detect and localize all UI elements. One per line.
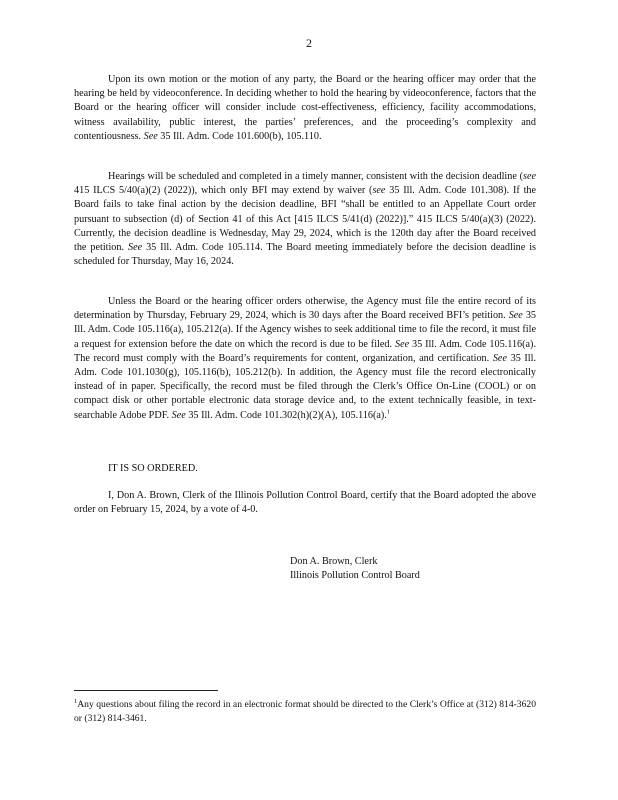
paragraph-text: Unless the Board or the hearing officer orders otherwise, the Agency must file the entire record of its determination by Thursday, February 29, 2024, which is 30 days after the Board received BFI’s petition. [74,296,536,322]
paragraph-text: 35 Ill. Adm. Code 101.308). If the Board fails to take final action by the decision deadline, BFI “shall be entitled to an Appellate Court order pursuant to subsection (d) of Section 41 of this Act [415 ILCS 5/41(d) (2022)].” 415 ILCS 5/40(a)(3) (2022). Currently, the decision deadline is Wednesday, May 29, 2024, which is the 120th day after the Board received the petition. [74,185,537,254]
see-signal: See [171,409,186,421]
paragraph-text: 35 Ill. Adm. Code 105.116(a), 105.212(a). If the Agency wishes to seek additional time to file the record, it must file a request for extension before the date on which the record is due to be filed. [74,310,537,350]
paragraph-text: 35 Ill. Adm. Code 105.116(a). The record must comply with the Board’s requirements for content, organization, and certification. [74,338,536,364]
page-number: 2 [306,36,312,50]
paragraph-hearing-schedule [74,170,536,269]
see-signal: see [372,185,386,197]
footnote-marker: 1 [74,697,78,705]
paragraph-text: 35 Ill. Adm. Code 101.302(h)(2)(A), 105.116(a). [188,409,387,421]
footnote [74,698,536,725]
see-signal: see [522,171,536,182]
citation: 35 Ill. Adm. Code 101.600(b), 105.110. [160,130,322,142]
see-signal: See [394,338,410,350]
paragraph-text: 35 Ill. Adm. Code 105.114. The Board meeting immediately before the decision deadline is scheduled for Thursday, May 16, 2024. [74,242,537,268]
paragraph-text: Upon its own motion or the motion of any party, the Board or the hearing officer may order that the hearing be held by videoconference. In deciding whether to hold the hearing by videoconference, factors that the Board or the hearing officer will consider include cost-effectiveness, efficiency, facility accommodations, witness availability, public interest, the parties’ preferences, and the proceeding’s complexity and contentiousness. [74,74,536,142]
signer-organization: Illinois Pollution Control Board [290,570,420,582]
signer-name: Don A. Brown, Clerk [290,556,378,567]
footnote-divider [74,690,218,691]
see-signal: See [127,242,143,254]
see-signal: See [143,130,158,142]
order-statement: IT IS SO ORDERED. [108,463,198,474]
clerk-certification: I, Don A. Brown, Clerk of the Illinois Pollution Control Board, certify that the Board adopted the above order on February 15, 2024, by a vote of 4-0. [74,490,536,516]
signature-block [290,555,420,583]
footnote-reference: 1 [386,408,391,416]
see-signal: See [508,310,523,322]
footnote-text: Any questions about filing the record in an electronic format should be directed to the Clerk’s Office at (312) 814-3620 or (312) 814-3461. [74,699,536,724]
paragraph-text: Hearings will be scheduled and completed in a timely manner, consistent with the decision deadline ( [108,171,523,182]
see-signal: See [492,352,507,364]
paragraph-text: 415 ILCS 5/40(a)(2) (2022)), which only BFI may extend by waiver ( [74,185,373,197]
paragraph-record-filing [74,295,536,423]
paragraph-videoconference [74,73,536,144]
paragraph-text: 35 Ill. Adm. Code 101.1030(g), 105.116(b), 105.212(b). In addition, the Agency must file the record electronically instead of in paper. Specifically, the record must be filed through the Clerk’s Office On-Line (COOL) or on compact disk or other portable electronic data storage device and, to the extent technically feasible, in text-searchable Adobe PDF. [74,352,536,421]
